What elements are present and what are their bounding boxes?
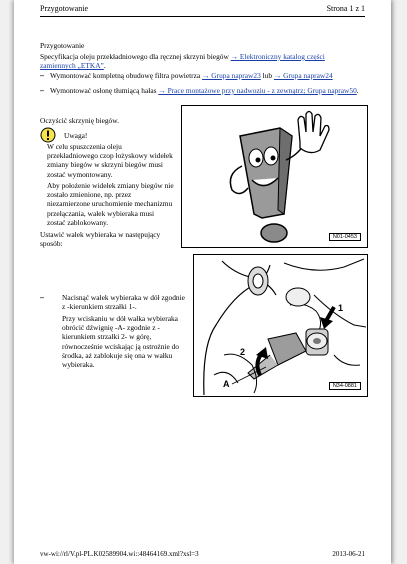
step-noise-shield-period: .: [356, 86, 359, 95]
bullet-dash: –: [40, 71, 44, 80]
page-footer: [40, 550, 365, 560]
step-noise-shield: [50, 86, 366, 95]
caution-paragraph-1: W celu spuszczenia oleju przekładniowego czop łożyskowy widełek zmiany biegów w skrzyni biegów musi zostać wymontowany.: [47, 142, 173, 179]
caution-mascot-figure: [181, 105, 368, 248]
bullet-dash: –: [40, 293, 44, 302]
spec-text: Specyfikacja oleju przekładniowego dla ręcznej skrzyni biegów: [40, 52, 229, 61]
arrow-1-label: 1: [338, 303, 344, 313]
step-noise-shield-text: Wymontować osłonę tłumiącą hałas: [50, 86, 157, 95]
section-title: Przygotowanie: [40, 41, 85, 50]
spec-period: .: [103, 61, 106, 71]
repair-group-23-link[interactable]: → Grupa napraw23: [202, 71, 261, 80]
figure-2-code: N34-0881: [329, 382, 361, 390]
arrow-2-label: 2: [240, 347, 246, 357]
step-press-shaft: Nacisnąć wałek wybieraka w dół zgodnie z -kierunkiem strzałki 1-.: [62, 293, 185, 312]
page-header: [40, 4, 365, 17]
caution-title: Uwaga!: [64, 131, 88, 140]
step-air-filter: [50, 71, 370, 80]
footer-date: 2013-06-21: [332, 550, 365, 558]
repair-group-50-link[interactable]: → Prace montażowe przy nadwoziu - z zewnątrz; Grupa napraw50: [158, 86, 357, 95]
repair-group-24-link[interactable]: → Grupa napraw24: [273, 71, 333, 80]
figure-1-code: N01-0453: [329, 233, 361, 241]
clean-instruction: Oczyścić skrzynię biegów.: [40, 116, 119, 125]
header-title: Przygotowanie: [40, 4, 88, 13]
lever-a-label: A: [223, 379, 230, 389]
footer-url: vw-wi://rl/V.pl-PL.K02589904.wi::48464169.xml?xsl=3: [40, 550, 199, 558]
step-air-filter-sep: lub: [262, 71, 273, 80]
gearbox-line-drawing: [194, 255, 367, 396]
step-turn-lever: Przy wciskaniu w dół wałka wybieraka obrócić dźwignię -A- zgodnie z -kierunkiem strzałki 2- w górę, równocześnie wciskając ją ostrożnie do środka, aż zablokuje się ona w wałku wybieraka.: [62, 314, 179, 370]
bullet-dash: –: [40, 86, 44, 95]
caution-paragraph-2: Aby położenie widełek zmiany biegów nie zostało zmienione, np. przez niezamierzone uruchomienie mechanizmu przełączania, wałek wybieraka musi zostać zablokowany.: [47, 181, 174, 227]
set-shaft-text: Ustawić wałek wybieraka w następujący sposób:: [40, 230, 161, 249]
document-page: [14, 0, 391, 564]
step-air-filter-text: Wymontować kompletną obudowę filtra powietrza: [50, 71, 201, 80]
gearbox-shift-shaft-figure: [193, 254, 368, 397]
header-page-number: Strona 1 z 1: [326, 4, 365, 13]
spec-paragraph: [40, 52, 360, 70]
etka-link[interactable]: → Elektroniczny katalog części zamiennych „ETKA”: [40, 52, 325, 71]
exclamation-mascot-illustration: [182, 106, 367, 247]
caution-icon: [40, 127, 56, 143]
